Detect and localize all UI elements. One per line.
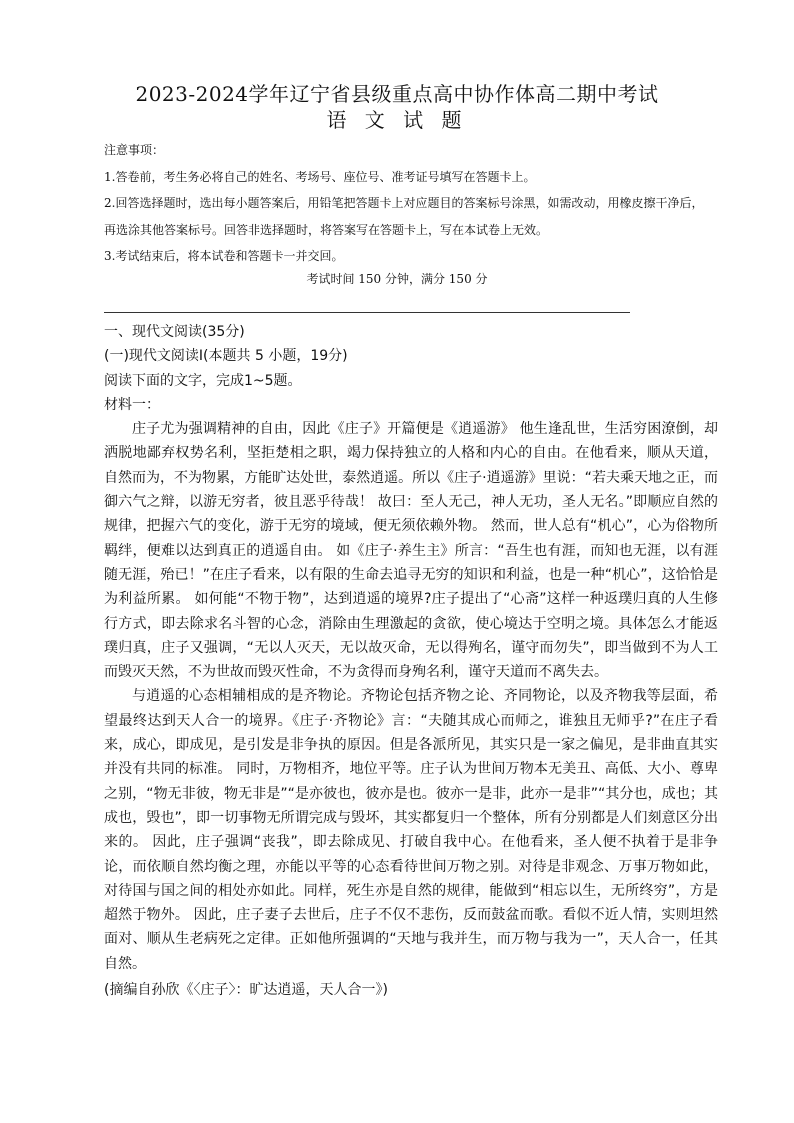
material-label: 材料一： <box>104 396 160 413</box>
notes-item-3: 3.考试结束后，将本试卷和答题卡一并交回。 <box>104 249 344 263</box>
notes-heading: 注意事项： <box>104 143 165 157</box>
material-source: (摘编自孙欣《〈庄子〉：旷达逍遥，天人合一》) <box>104 982 388 999</box>
section-instruction: 阅读下面的文字，完成1~5题。 <box>104 372 302 389</box>
notes-item-2: 2.回答选择题时，选出每小题答案后，用铅笔把答题卡上对应题目的答案标号涂黑，如需改动，用橡皮擦干净后，再选涂其他答案标号。回答非选择题时，将答案写在答题卡上，写在本试卷上无效。 <box>104 196 704 237</box>
material-paragraph-2: 与逍遥的心态相辅相成的是齐物论。齐物论包括齐物之论、齐同物论，以及齐物我等层面，希望最终达到天人合一的境界。《庄子·齐物论》言：“夫随其成心而师之，谁独且无师乎?”在庄子看来，成心，即成见，是引发是非争执的原因。但是各派所见，其实只是一家之偏见，是非曲直其实并没有共同的标准。 同时，万物相齐，地位平等。庄子认为世间万物本无美丑、高低、大小、尊卑之别，“物无非彼，物无非是”“是亦彼也，彼亦是也。彼亦一是非，此亦一是非”“其分也，成也；其成也，毁也”，即一切事物无所谓完成与毁坏，其实都复归一个整体，所有分别都是人们刻意区分出来的。 因此，庄子强调“丧我”，即去除成见、打破自我中心。在他看来，圣人便不执着于是非争论，而依顺自然均衡之理，亦能以平等的心态看待世间万物之别。对待是非观念、万事万物如此，对待国与国之间的相处亦如此。同样，死生亦是自然的规律，能做到“相忘以生，无所终穷”，方是超然于物外。 因此，庄子妻子去世后，庄子不仅不悲伤，反而鼓盆而歌。看似不近人情，实则坦然面对、顺从生老病死之定律。正如他所强调的“天地与我并生，而万物与我为一”，天人合一，任其自然。 <box>104 688 718 972</box>
exam-title: 2023-2024学年辽宁省县级重点高中协作体高二期中考试 <box>135 82 659 106</box>
section-subheading: (一)现代文阅读Ⅰ(本题共 5 小题，19分) <box>104 348 348 365</box>
exam-time: 考试时间 150 分钟，满分 150 分 <box>306 272 488 286</box>
reading-section <box>104 320 718 1002</box>
exam-subtitle: 语 文 试 题 <box>326 108 468 132</box>
notes-item-1: 1.答卷前，考生务必将自己的姓名、考场号、座位号、准考证号填写在答题卡上。 <box>104 169 536 184</box>
notes-section <box>104 137 704 270</box>
material-paragraph-1: 庄子尤为强调精神的自由，因此《庄子》开篇便是《逍遥游》 他生逢乱世，生活穷困潦倒，却洒脱地鄙弃权势名利，坚拒楚相之职，竭力保持独立的人格和内心的自由。在他看来，顺从天道，自然而为，不为物累，方能旷达处世，泰然逍遥。所以《庄子·逍遥游》里说：“若夫乘天地之正，而御六气之辩，以游无穷者，彼且恶乎待哉！ 故曰：至人无己，神人无功，圣人无名。”即顺应自然的规律，把握六气的变化，游于无穷的境域，便无须依赖外物。 然而，世人总有“机心”，心为俗物所羁绊，便难以达到真正的逍遥自由。 如《庄子·养生主》所言：“吾生也有涯，而知也无涯，以有涯随无涯，殆已！”在庄子看来，以有限的生命去追寻无穷的知识和利益，也是一种“机心”，这恰恰是为利益所累。 如何能“不物于物”，达到逍遥的境界?庄子提出了“心斋”这样一种返璞归真的人生修行方式，即去除求名斗智的心念，消除由生理激起的贪欲，使心境达于空明之境。具体怎么才能返璞归真，庄子又强调，“无以人灭天，无以故灭命，无以得殉名，谨守而勿失”，即当做到不为人工而毁灭天然，不为世故而毁灭性命，不为贪得而身殉名利，谨守天道而不离失去。 <box>104 421 718 681</box>
divider-line <box>104 312 630 313</box>
section-heading: 一、现代文阅读(35分) <box>104 324 245 340</box>
